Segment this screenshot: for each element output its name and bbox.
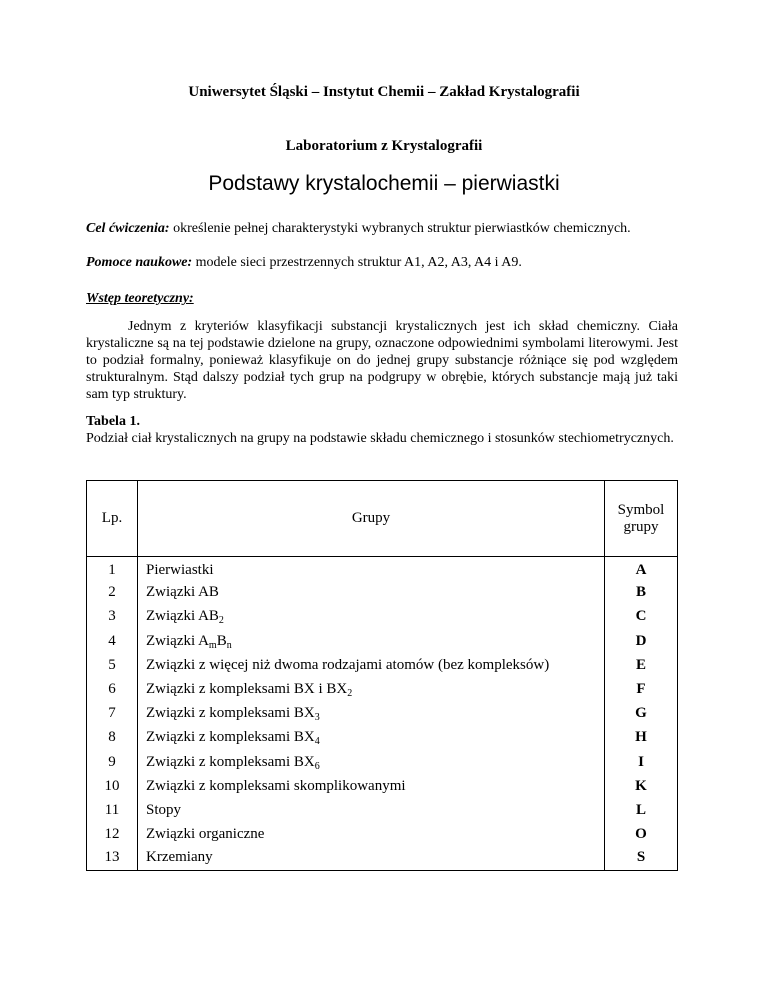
table-row: [87, 605, 678, 629]
row-lp: 11: [87, 798, 138, 822]
row-symbol: G: [605, 702, 678, 726]
aids-text: modele sieci przestrzennych struktur A1, A2, A3, A4 i A9.: [192, 255, 522, 270]
aim-paragraph: [86, 220, 678, 237]
intro-heading: Wstęp teoretyczny:: [86, 291, 194, 306]
header-symbol-line1: Symbol: [617, 501, 665, 518]
row-lp: 1: [87, 557, 138, 581]
row-group-name: Związki z więcej niż dwoma rodzajami atomów (bez kompleksów): [138, 653, 605, 677]
table-caption: Tabela 1.: [86, 414, 140, 429]
table-row: [87, 750, 678, 774]
row-lp: 12: [87, 823, 138, 847]
subscript: 3: [314, 712, 320, 724]
subscript: n: [226, 639, 232, 651]
row-group-name: Związki $A_mB_n$: [138, 629, 605, 653]
row-group-name: Związki AB: [138, 581, 605, 605]
row-group-name: Stopy: [138, 798, 605, 822]
row-symbol: S: [605, 847, 678, 871]
row-lp: 10: [87, 774, 138, 798]
row-lp: 7: [87, 702, 138, 726]
row-symbol: E: [605, 653, 678, 677]
subscript: 2: [218, 615, 224, 627]
table-row: [87, 798, 678, 822]
table-row: [87, 726, 678, 750]
lab-header: Laboratorium z Krystalografii: [285, 138, 483, 154]
subscript: 4: [314, 736, 320, 748]
aim-label: Cel ćwiczenia:: [86, 221, 170, 236]
groups-table: [86, 480, 678, 871]
aids-paragraph: [86, 254, 678, 271]
aim-text: określenie pełnej charakterystyki wybranych struktur pierwiastków chemicznych.: [169, 221, 631, 236]
row-symbol: H: [605, 726, 678, 750]
table-row: [87, 702, 678, 726]
row-group-name: Związki z kompleksami BX i $BX_2$: [138, 677, 605, 701]
row-symbol: K: [605, 774, 678, 798]
document-title: Podstawy krystalochemii – pierwiastki: [208, 172, 560, 195]
intro-paragraph: Jednym z kryteriów klasyfikacji substancji krystalicznych jest ich skład chemiczny. Ciała krystaliczne są na tej podstawie dzielone na grupy, oznaczone odpowiednimi symbolami literowymi. Jest to podział formalny, ponieważ klasyfikuje on do jednej grupy substancje różniące się pod względem strukturalnym. Stąd dalszy podział tych grup na podgrupy w obrębie, których substancje mają już taki sam typ struktury.: [86, 319, 678, 402]
row-lp: 2: [87, 581, 138, 605]
table-row: [87, 774, 678, 798]
header-symbol: [605, 481, 678, 557]
row-symbol: A: [605, 557, 678, 581]
row-lp: 4: [87, 629, 138, 653]
table-row: [87, 581, 678, 605]
row-group-name: Związki organiczne: [138, 823, 605, 847]
table-row: [87, 677, 678, 701]
header-lp: Lp.: [87, 481, 138, 557]
row-group-name: Związki z kompleksami $BX_6$: [138, 750, 605, 774]
subscript: 2: [347, 688, 353, 700]
row-symbol: O: [605, 823, 678, 847]
row-lp: 6: [87, 677, 138, 701]
table-row: [87, 847, 678, 871]
row-group-name: Związki $AB_2$: [138, 605, 605, 629]
subscript: m: [208, 639, 217, 651]
header-groups: Grupy: [138, 481, 605, 557]
row-symbol: F: [605, 677, 678, 701]
row-lp: 8: [87, 726, 138, 750]
subscript: 6: [314, 760, 320, 772]
row-lp: 9: [87, 750, 138, 774]
table-row: [87, 629, 678, 653]
row-group-name: Krzemiany: [138, 847, 605, 871]
row-group-name: Związki z kompleksami $BX_4$: [138, 726, 605, 750]
row-group-name: Związki z kompleksami $BX_3$: [138, 702, 605, 726]
row-group-name: Pierwiastki: [138, 557, 605, 581]
table-header-row: [87, 481, 678, 557]
row-symbol: B: [605, 581, 678, 605]
row-lp: 5: [87, 653, 138, 677]
row-symbol: L: [605, 798, 678, 822]
row-lp: 13: [87, 847, 138, 871]
table-row: [87, 653, 678, 677]
table-description: Podział ciał krystalicznych na grupy na podstawie składu chemicznego i stosunków stechiometrycznych.: [86, 431, 674, 446]
row-symbol: I: [605, 750, 678, 774]
header-symbol-line2: grupy: [623, 518, 659, 535]
table-body: [87, 557, 678, 871]
table-row: [87, 557, 678, 581]
row-lp: 3: [87, 605, 138, 629]
row-symbol: C: [605, 605, 678, 629]
aids-label: Pomoce naukowe:: [86, 255, 193, 270]
table-row: [87, 823, 678, 847]
university-header: Uniwersytet Śląski – Instytut Chemii – Zakład Krystalografii: [188, 84, 580, 100]
row-group-name: Związki z kompleksami skomplikowanymi: [138, 774, 605, 798]
row-symbol: D: [605, 629, 678, 653]
